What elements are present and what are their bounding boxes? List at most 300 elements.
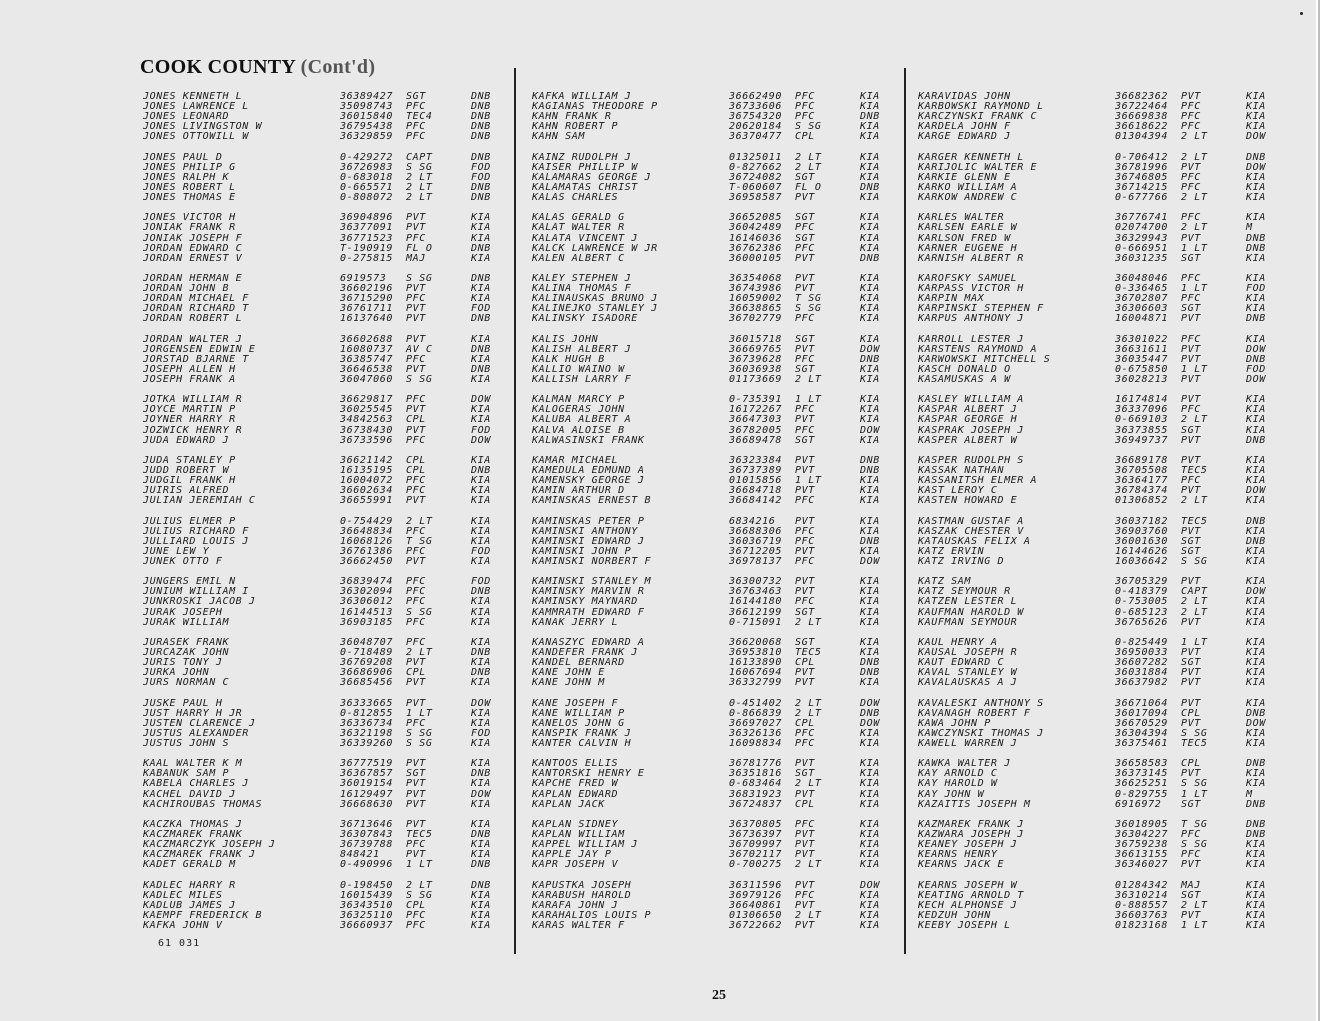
- entry-serial: 36702779: [729, 313, 782, 325]
- entry-status: KIA: [860, 161, 880, 173]
- entry-status: KIA: [471, 404, 491, 416]
- entry-serial: 0-677766: [1115, 192, 1168, 204]
- entry-name: KANDEFER FRANK J: [532, 647, 638, 658]
- entry-status: M: [1246, 222, 1253, 234]
- entry-serial: 0-683018: [340, 171, 393, 183]
- entry-rank: PFC: [795, 91, 815, 102]
- entry-serial: 36306603: [1115, 303, 1168, 315]
- entry-rank: PFC: [795, 111, 815, 123]
- entry-status: KIA: [860, 101, 880, 113]
- entry-status: DNB: [860, 535, 880, 547]
- entry-rank: PVT: [406, 212, 426, 224]
- entry-serial: 36647303: [729, 414, 782, 426]
- entry-name: JUNE LEW Y: [143, 545, 210, 557]
- entry-status: KIA: [860, 737, 880, 749]
- entry-status: KIA: [1246, 737, 1266, 749]
- entry-name: JURAK JOSEPH: [143, 606, 223, 618]
- entry-serial: 36777519: [340, 758, 393, 770]
- entry-name: KAFKA WILLIAM J: [532, 91, 632, 102]
- entry-serial: 36306012: [340, 596, 393, 608]
- entry-status: DNB: [471, 768, 491, 780]
- entry-rank: PFC: [406, 485, 426, 497]
- entry-group: [532, 699, 892, 749]
- entry-rank: PFC: [795, 222, 815, 234]
- entry-status: KIA: [1246, 293, 1266, 305]
- entry-rank: PVT: [1181, 394, 1201, 406]
- entry-status: KIA: [471, 889, 491, 901]
- entry-serial: 36689178: [1115, 454, 1168, 466]
- entry-status: KIA: [860, 495, 880, 507]
- entry-status: KIA: [860, 677, 880, 689]
- entry-rank: PFC: [1181, 404, 1201, 416]
- entry-rank: PFC: [795, 495, 815, 507]
- entry-serial: 36671064: [1115, 697, 1168, 709]
- entry-group: [918, 577, 1283, 627]
- entry-name: KAAL WALTER K M: [143, 758, 243, 770]
- entry-serial: 36638865: [729, 303, 782, 315]
- entry-status: KIA: [860, 545, 880, 557]
- entry-status: DNB: [471, 181, 491, 193]
- entry-status: KIA: [860, 414, 880, 426]
- entry-status: DNB: [471, 192, 491, 204]
- roster-entry: [143, 739, 508, 749]
- entry-name: KARAFA JOHN J: [532, 899, 619, 911]
- entry-name: KARKO WILLIAM A: [918, 181, 1018, 193]
- entry-serial: 36015718: [729, 333, 782, 345]
- entry-serial: 36686906: [340, 667, 393, 679]
- entry-rank: SGT: [795, 636, 815, 648]
- entry-name: KAISER PHILLIP W: [532, 161, 638, 173]
- entry-status: DOW: [860, 697, 880, 709]
- entry-status: KIA: [1246, 899, 1266, 911]
- entry-name: JORDAN WALTER J: [143, 333, 243, 345]
- entry-serial: 0-451402: [729, 697, 782, 709]
- entry-serial: 36339260: [340, 737, 393, 749]
- entry-serial: 36715290: [340, 293, 393, 305]
- roster-entry: [143, 496, 508, 506]
- entry-name: KAPLAN EDWARD: [532, 788, 619, 800]
- entry-status: FOD: [471, 303, 491, 315]
- entry-name: KALAMATAS CHRIST: [532, 181, 638, 193]
- entry-group: [918, 881, 1283, 931]
- entry-serial: 36607282: [1115, 657, 1168, 669]
- roster-entry: [918, 314, 1283, 324]
- entry-status: KIA: [471, 596, 491, 608]
- entry-serial: 36979126: [729, 889, 782, 901]
- entry-name: KAGIANAS THEODORE P: [532, 101, 658, 113]
- entry-status: KIA: [860, 899, 880, 911]
- entry-rank: T SG: [795, 293, 822, 305]
- entry-status: KIA: [1246, 606, 1266, 618]
- entry-rank: S SG: [406, 272, 433, 284]
- entry-serial: 36662490: [729, 91, 782, 102]
- entry-status: KIA: [471, 919, 491, 931]
- entry-rank: PVT: [795, 485, 815, 497]
- entry-rank: S SG: [795, 303, 822, 315]
- entry-serial: 0-888557: [1115, 899, 1168, 911]
- roster-entry: [143, 779, 508, 789]
- entry-status: DOW: [860, 879, 880, 891]
- entry-status: KIA: [471, 454, 491, 466]
- entry-status: KIA: [471, 909, 491, 921]
- entry-serial: 0-866839: [729, 707, 782, 719]
- entry-name: KALAS CHARLES: [532, 192, 619, 204]
- entry-serial: 36978137: [729, 555, 782, 567]
- entry-status: DNB: [1246, 707, 1266, 719]
- entry-rank: 2 LT: [1181, 192, 1208, 204]
- entry-name: JORDAN EDWARD C: [143, 242, 243, 254]
- entry-rank: PFC: [1181, 293, 1201, 305]
- county-title: COOK COUNTY: [140, 56, 296, 78]
- column-divider: [904, 68, 906, 954]
- entry-serial: 36364177: [1115, 475, 1168, 487]
- entry-rank: CPL: [795, 798, 815, 810]
- entry-serial: 36329943: [1115, 232, 1168, 244]
- entry-rank: PVT: [1181, 768, 1201, 780]
- entry-status: KIA: [1246, 768, 1266, 780]
- entry-serial: 36321198: [340, 727, 393, 739]
- entry-name: KASSAK NATHAN: [918, 465, 1005, 477]
- roster-entry: [918, 223, 1283, 233]
- entry-serial: 36304394: [1115, 727, 1168, 739]
- entry-name: KADET GERALD M: [143, 859, 236, 871]
- entry-name: KAROFSKY SAMUEL: [918, 272, 1018, 284]
- entry-name: KACZKA THOMAS J: [143, 818, 243, 830]
- entry-name: JUSTUS JOHN S: [143, 737, 230, 749]
- entry-name: KAWKA WALTER J: [918, 758, 1011, 770]
- entry-name: KANE WILLIAM P: [532, 707, 625, 719]
- roster-entry: [143, 678, 508, 688]
- roster-entry: [143, 921, 508, 931]
- entry-serial: 0-275815: [340, 252, 393, 264]
- entry-serial: 01823168: [1115, 919, 1168, 931]
- entry-serial: 36036719: [729, 535, 782, 547]
- roster-entry: [918, 132, 1283, 142]
- entry-rank: PVT: [406, 818, 426, 830]
- entry-status: KIA: [860, 647, 880, 658]
- entry-status: DNB: [471, 363, 491, 375]
- entry-rank: S SG: [406, 161, 433, 173]
- entry-serial: 36323384: [729, 454, 782, 466]
- entry-serial: 36668630: [340, 798, 393, 810]
- entry-serial: 36332799: [729, 677, 782, 689]
- entry-name: KADLEC HARRY R: [143, 879, 236, 891]
- entry-status: DNB: [1246, 798, 1266, 810]
- roster-entry: [532, 800, 892, 810]
- entry-serial: 36685456: [340, 677, 393, 689]
- entry-status: KIA: [471, 737, 491, 749]
- entry-status: DOW: [860, 717, 880, 729]
- entry-status: DNB: [860, 707, 880, 719]
- entry-rank: PFC: [795, 737, 815, 749]
- entry-status: KIA: [860, 212, 880, 224]
- entry-status: DNB: [860, 465, 880, 477]
- entry-group: [918, 759, 1283, 809]
- entry-rank: PVT: [1181, 161, 1201, 173]
- entry-rank: PVT: [795, 899, 815, 911]
- entry-rank: CPL: [1181, 758, 1201, 770]
- entry-name: KALEY STEPHEN J: [532, 272, 632, 284]
- entry-name: KAMEDULA EDMUND A: [532, 465, 645, 477]
- entry-status: DNB: [860, 657, 880, 669]
- entry-name: KARGER KENNETH L: [918, 151, 1024, 163]
- entry-serial: 36739788: [340, 839, 393, 851]
- roster-entry: [532, 132, 892, 142]
- entry-status: DNB: [1246, 758, 1266, 770]
- entry-name: KASTEN HOWARD E: [918, 495, 1018, 507]
- entry-group: [918, 456, 1283, 506]
- entry-name: JUSKE PAUL H: [143, 697, 223, 709]
- entry-rank: S SG: [1181, 727, 1208, 739]
- entry-rank: PVT: [795, 667, 815, 679]
- entry-serial: 36326136: [729, 727, 782, 739]
- entry-name: KALISH ALBERT J: [532, 343, 632, 355]
- entry-rank: PFC: [795, 424, 815, 436]
- entry-serial: 36795438: [340, 121, 393, 133]
- entry-rank: MAJ: [406, 252, 426, 264]
- entry-serial: 36637982: [1115, 677, 1168, 689]
- entry-serial: 36310214: [1115, 889, 1168, 901]
- entry-rank: PVT: [1181, 343, 1201, 355]
- entry-serial: 36048707: [340, 636, 393, 648]
- entry-name: KAZWARA JOSEPH J: [918, 828, 1024, 840]
- entry-rank: PFC: [1181, 272, 1201, 284]
- entry-status: KIA: [860, 798, 880, 810]
- entry-status: KIA: [860, 313, 880, 325]
- entry-name: KAPCHE FRED W: [532, 778, 619, 790]
- entry-rank: PVT: [1181, 313, 1201, 325]
- entry-status: KIA: [860, 778, 880, 790]
- entry-serial: 36771523: [340, 232, 393, 244]
- entry-rank: S SG: [795, 121, 822, 133]
- entry-status: KIA: [471, 212, 491, 224]
- entry-rank: PVT: [795, 586, 815, 598]
- entry-serial: 0-683464: [729, 778, 782, 790]
- entry-rank: PVT: [795, 788, 815, 800]
- roster-entry: [532, 496, 892, 506]
- continued-label: (Cont'd): [300, 56, 376, 78]
- entry-status: KIA: [1246, 919, 1266, 931]
- entry-status: KIA: [860, 91, 880, 102]
- entry-serial: 36660937: [340, 919, 393, 931]
- entry-group: [532, 274, 892, 324]
- entry-name: JONES ROBERT L: [143, 181, 236, 193]
- roster-entry: [532, 193, 892, 203]
- entry-status: DOW: [1246, 586, 1266, 598]
- entry-serial: 36781776: [729, 758, 782, 770]
- entry-rank: PVT: [795, 454, 815, 466]
- entry-status: KIA: [1246, 576, 1266, 588]
- entry-rank: S SG: [406, 374, 433, 385]
- entry-status: KIA: [860, 758, 880, 770]
- entry-name: KANE JOHN M: [532, 677, 605, 689]
- entry-serial: 36737389: [729, 465, 782, 477]
- entry-status: KIA: [1246, 192, 1266, 204]
- roster-entry: [143, 618, 508, 628]
- entry-rank: S SG: [406, 889, 433, 901]
- entry-rank: SGT: [795, 232, 815, 244]
- entry-status: KIA: [1246, 333, 1266, 345]
- entry-serial: 0-754429: [340, 515, 393, 527]
- entry-rank: PFC: [1181, 171, 1201, 183]
- entry-name: JULLIARD LOUIS J: [143, 535, 249, 547]
- entry-serial: 16133890: [729, 657, 782, 669]
- entry-status: KIA: [471, 485, 491, 497]
- entry-serial: 36375461: [1115, 737, 1168, 749]
- entry-rank: PVT: [1181, 353, 1201, 365]
- entry-rank: PVT: [795, 758, 815, 770]
- entry-status: FOD: [471, 545, 491, 557]
- entry-serial: 16068126: [340, 535, 393, 547]
- entry-name: KARLSON FRED W: [918, 232, 1011, 244]
- entry-serial: 36311596: [729, 879, 782, 891]
- entry-name: KARDELA JOHN F: [918, 121, 1011, 133]
- entry-status: KIA: [471, 535, 491, 547]
- entry-serial: 36782005: [729, 424, 782, 436]
- entry-status: FOD: [1246, 363, 1266, 375]
- page-number: 25: [712, 988, 726, 1003]
- entry-name: KALMAN MARCY P: [532, 394, 625, 406]
- entry-serial: 36015840: [340, 111, 393, 123]
- entry-rank: PFC: [406, 717, 426, 729]
- entry-serial: 36688306: [729, 525, 782, 537]
- entry-status: DOW: [1246, 161, 1266, 173]
- entry-rank: S SG: [406, 606, 433, 618]
- entry-rank: 2 LT: [1181, 151, 1208, 163]
- entry-serial: 0-429272: [340, 151, 393, 163]
- entry-rank: 2 LT: [1181, 606, 1208, 618]
- entry-rank: 2 LT: [406, 879, 433, 891]
- entry-name: KAY HAROLD W: [918, 778, 998, 790]
- entry-rank: PFC: [795, 525, 815, 537]
- entry-serial: 0-700275: [729, 859, 782, 871]
- entry-rank: CPL: [795, 131, 815, 143]
- entry-name: JUSTUS ALEXANDER: [143, 727, 249, 739]
- entry-rank: PFC: [795, 313, 815, 325]
- entry-name: KAVAL STANLEY W: [918, 667, 1018, 679]
- entry-name: KANAK JERRY L: [532, 616, 619, 628]
- entry-rank: SGT: [406, 91, 426, 102]
- entry-serial: 36304227: [1115, 828, 1168, 840]
- entry-group: [143, 881, 508, 931]
- entry-serial: 36724082: [729, 171, 782, 183]
- entry-name: JONIAK JOSEPH F: [143, 232, 243, 244]
- entry-rank: 2 LT: [795, 697, 822, 709]
- entry-serial: 0-718489: [340, 647, 393, 658]
- entry-name: KAMINSKY MARVIN R: [532, 586, 645, 598]
- entry-rank: PFC: [795, 727, 815, 739]
- entry-rank: FL O: [795, 181, 822, 193]
- entry-rank: PVT: [795, 192, 815, 204]
- entry-serial: 01325011: [729, 151, 782, 163]
- entry-status: KIA: [860, 333, 880, 345]
- entry-rank: 1 LT: [1181, 788, 1208, 800]
- entry-name: KAPUSTKA JOSEPH: [532, 879, 632, 891]
- entry-status: KIA: [1246, 839, 1266, 851]
- entry-name: KAST LEROY C: [918, 485, 998, 497]
- entry-status: DNB: [471, 343, 491, 355]
- entry-rank: PFC: [795, 555, 815, 567]
- entry-serial: 36739628: [729, 353, 782, 365]
- entry-serial: 0-685123: [1115, 606, 1168, 618]
- entry-serial: 36662450: [340, 555, 393, 567]
- entry-name: KATAUSKAS FELIX A: [918, 535, 1031, 547]
- entry-name: KAEMPF FREDERICK B: [143, 909, 263, 921]
- entry-name: KARBOWSKI RAYMOND L: [918, 101, 1044, 113]
- entry-rank: 2 LT: [406, 171, 433, 183]
- entry-group: [532, 820, 892, 870]
- entry-status: KIA: [1246, 697, 1266, 709]
- entry-status: DNB: [471, 586, 491, 598]
- roster-entry: [143, 557, 508, 567]
- entry-name: KARABUSH HAROLD: [532, 889, 632, 901]
- entry-rank: PVT: [1181, 677, 1201, 689]
- entry-status: KIA: [1246, 465, 1266, 477]
- entry-rank: TEC5: [1181, 737, 1208, 749]
- entry-group: [143, 820, 508, 870]
- entry-serial: 36300732: [729, 576, 782, 588]
- roster-entry: [532, 921, 892, 931]
- entry-name: JUDA EDWARD J: [143, 434, 230, 446]
- entry-serial: 848421: [340, 849, 380, 861]
- entry-serial: 36618622: [1115, 121, 1168, 133]
- entry-name: KAHN FRANK R: [532, 111, 612, 123]
- entry-serial: 36302094: [340, 586, 393, 598]
- entry-status: KIA: [860, 171, 880, 183]
- entry-name: KAMENSKY GEORGE J: [532, 475, 645, 487]
- entry-name: KARKIE GLENN E: [918, 171, 1011, 183]
- entry-status: DNB: [1246, 515, 1266, 527]
- entry-rank: PVT: [406, 677, 426, 689]
- entry-name: KAHN SAM: [532, 131, 585, 143]
- entry-name: JOYNER HARRY R: [143, 414, 236, 426]
- roster-entry: [143, 132, 508, 142]
- entry-name: KARWOWSKI MITCHELL S: [918, 353, 1051, 365]
- entry-serial: 0-665571: [340, 181, 393, 193]
- entry-serial: 6834216: [729, 515, 776, 527]
- entry-serial: 36018905: [1115, 818, 1168, 830]
- entry-rank: 2 LT: [406, 515, 433, 527]
- entry-rank: PVT: [795, 343, 815, 355]
- entry-group: [143, 759, 508, 809]
- entry-status: KIA: [471, 899, 491, 911]
- entry-name: JURAK WILLIAM: [143, 616, 230, 628]
- entry-rank: S SG: [1181, 555, 1208, 567]
- entry-rank: PFC: [406, 101, 426, 113]
- roster-entry: [918, 436, 1283, 446]
- entry-status: FOD: [471, 727, 491, 739]
- entry-rank: PFC: [406, 293, 426, 305]
- entry-serial: 36333665: [340, 697, 393, 709]
- entry-rank: PVT: [1181, 697, 1201, 709]
- entry-serial: 36001630: [1115, 535, 1168, 547]
- entry-name: JURKA JOHN: [143, 667, 210, 679]
- entry-rank: SGT: [1181, 889, 1201, 901]
- entry-rank: PVT: [795, 272, 815, 284]
- entry-status: KIA: [1246, 677, 1266, 689]
- entry-status: KIA: [860, 232, 880, 244]
- entry-name: JOSEPH ALLEN H: [143, 363, 236, 375]
- entry-rank: PFC: [406, 525, 426, 537]
- entry-name: KARSTENS RAYMOND A: [918, 343, 1038, 355]
- entry-name: KASAMUSKAS A W: [918, 374, 1011, 385]
- entry-name: KALIS JOHN: [532, 333, 599, 345]
- roster-entry: [532, 223, 892, 233]
- entry-name: KALAT WALTER R: [532, 222, 625, 234]
- entry-rank: PVT: [406, 495, 426, 507]
- entry-serial: 36035447: [1115, 353, 1168, 365]
- entry-serial: 01306650: [729, 909, 782, 921]
